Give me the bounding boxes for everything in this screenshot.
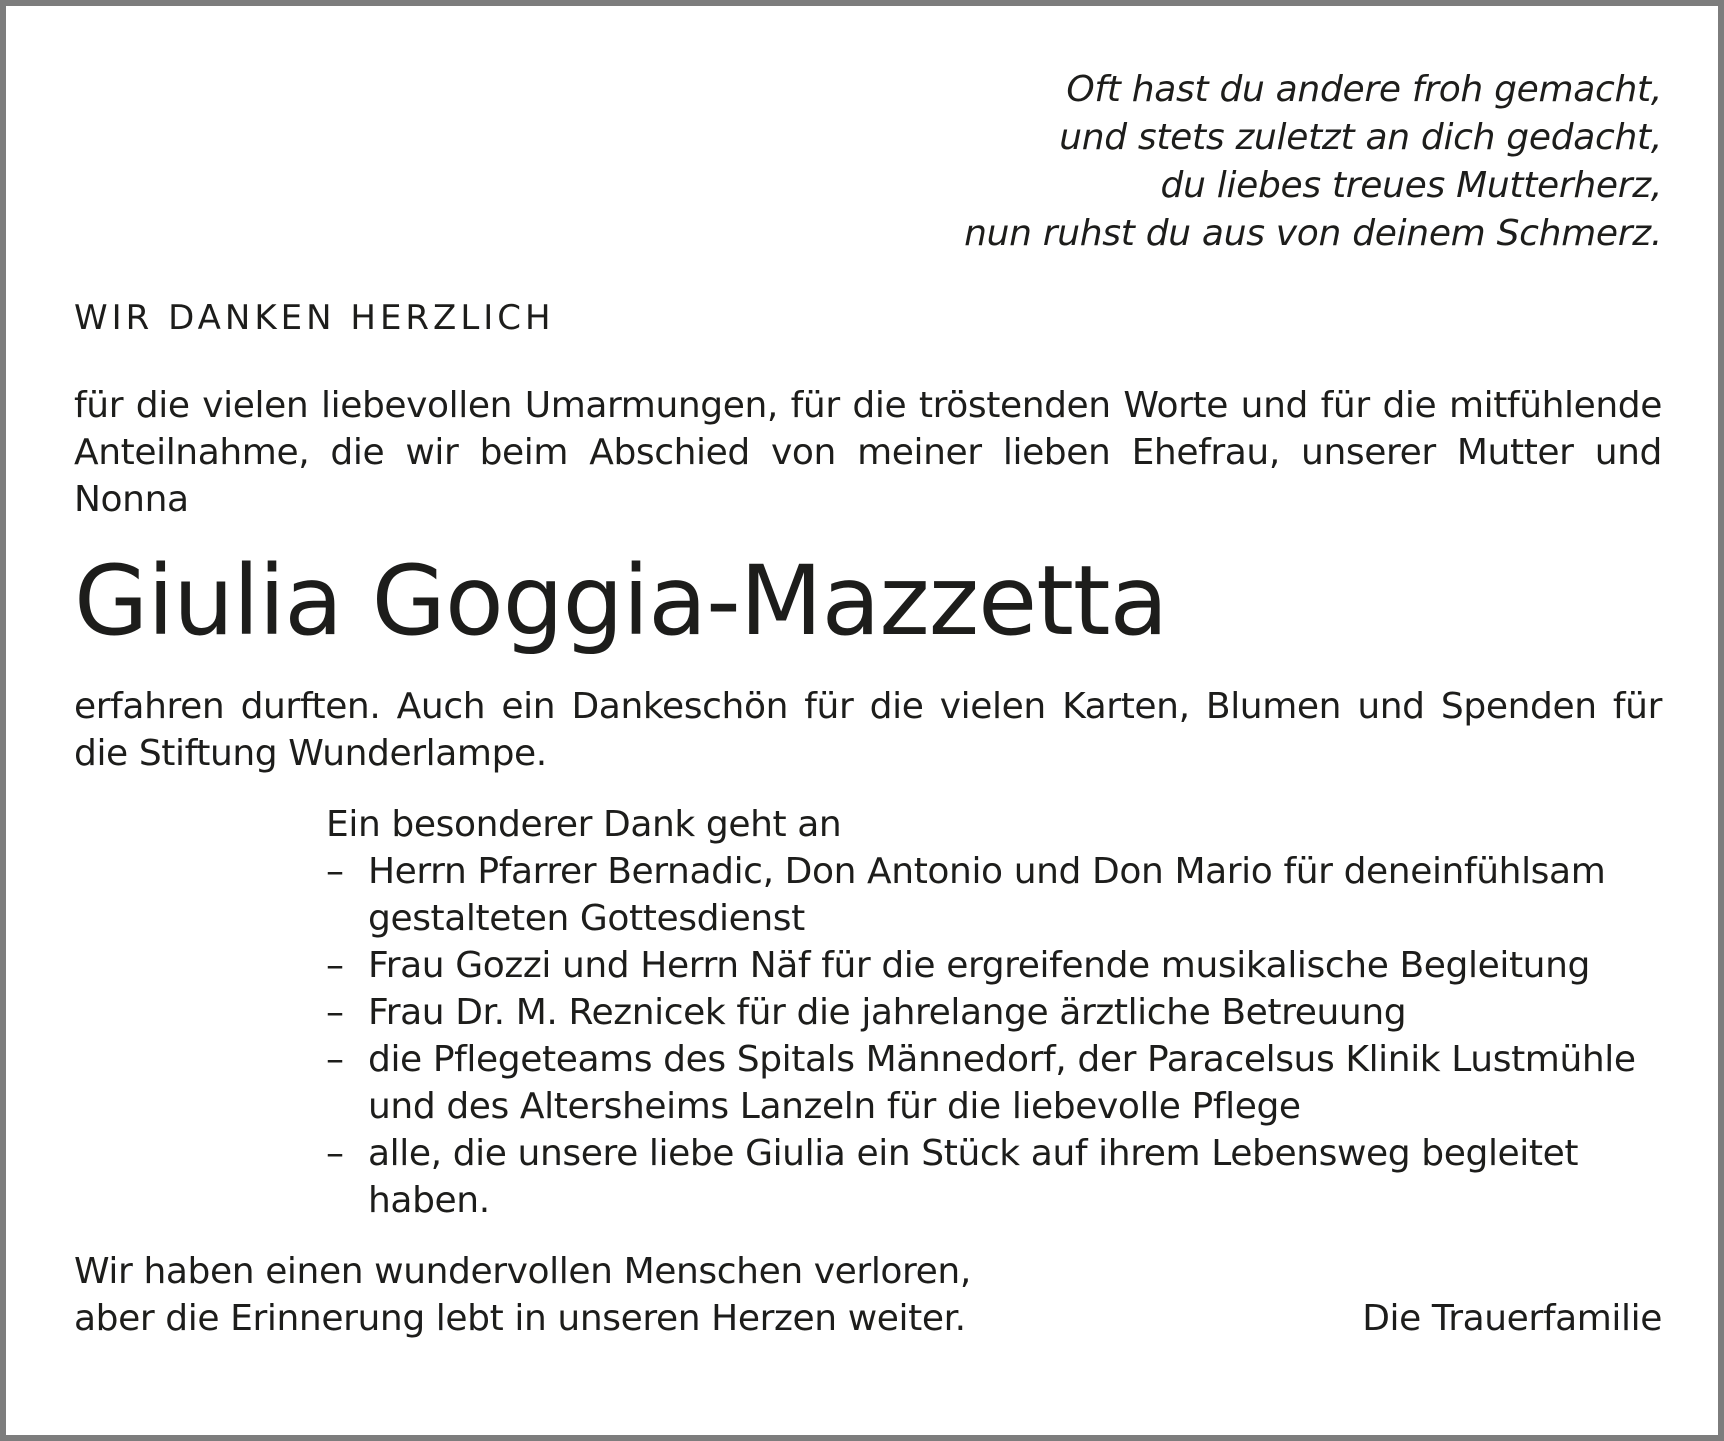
poem-line: und stets zuletzt an dich gedacht, [1059, 117, 1662, 158]
poem [74, 66, 1662, 258]
special-thanks-list [326, 848, 1662, 1224]
poem-line: nun ruhst du aus von deinem Schmerz. [964, 213, 1662, 254]
closing-line: Wir haben einen wundervollen Menschen verloren, [74, 1251, 971, 1292]
list-item-text: die Pflegeteams des Spitals Männedorf, der Paracelsus Klinik Lustmühle und des Altersheims Lanzeln für die liebevolle Pflege [368, 1039, 1636, 1127]
poem-line: du liebes treues Mutterherz, [1160, 165, 1662, 206]
special-thanks [326, 801, 1662, 1224]
list-item [326, 942, 1662, 989]
closing-line: aber die Erinnerung lebt in unseren Herzen weiter. [74, 1298, 966, 1339]
obituary-content [74, 66, 1662, 1342]
dash-marker: – [326, 851, 344, 892]
poem-line: Oft hast du andere froh gemacht, [1066, 69, 1662, 110]
dash-marker: – [326, 992, 344, 1033]
list-item-text: alle, die unsere liebe Giulia ein Stück auf ihrem Lebensweg begleitet haben. [368, 1133, 1579, 1221]
list-item-text: Frau Dr. M. Reznicek für die jahrelange ärztliche Betreuung [368, 992, 1407, 1033]
list-item [326, 848, 1662, 942]
special-thanks-intro: Ein besonderer Dank geht an [326, 804, 842, 845]
signature: Die Trauerfamilie [1362, 1298, 1662, 1339]
thanks-heading: WIR DANKEN HERZLICH [74, 298, 555, 338]
dash-marker: – [326, 1133, 344, 1174]
list-item-text: Frau Gozzi und Herrn Näf für die ergreifende musikalische Begleitung [368, 945, 1590, 986]
list-item [326, 1130, 1662, 1224]
list-item-text: Herrn Pfarrer Bernadic, Don Antonio und Don Mario für deneinfühlsam gestalteten Gottesdienst [368, 851, 1606, 939]
intro-paragraph: für die vielen liebevollen Umarmungen, für die tröstenden Worte und für die mitfühlende Anteilnahme, die wir beim Abschied von meiner lieben Ehefrau, unserer Mutter und Nonna [74, 385, 1662, 520]
closing [74, 1248, 1662, 1342]
dash-marker: – [326, 1039, 344, 1080]
list-item [326, 989, 1662, 1036]
deceased-name: Giulia Goggia-Mazzetta [74, 545, 1168, 657]
list-item [326, 1036, 1662, 1130]
after-name-paragraph: erfahren durften. Auch ein Dankeschön für die vielen Karten, Blumen und Spenden für die Stiftung Wunderlampe. [74, 686, 1662, 774]
dash-marker: – [326, 945, 344, 986]
